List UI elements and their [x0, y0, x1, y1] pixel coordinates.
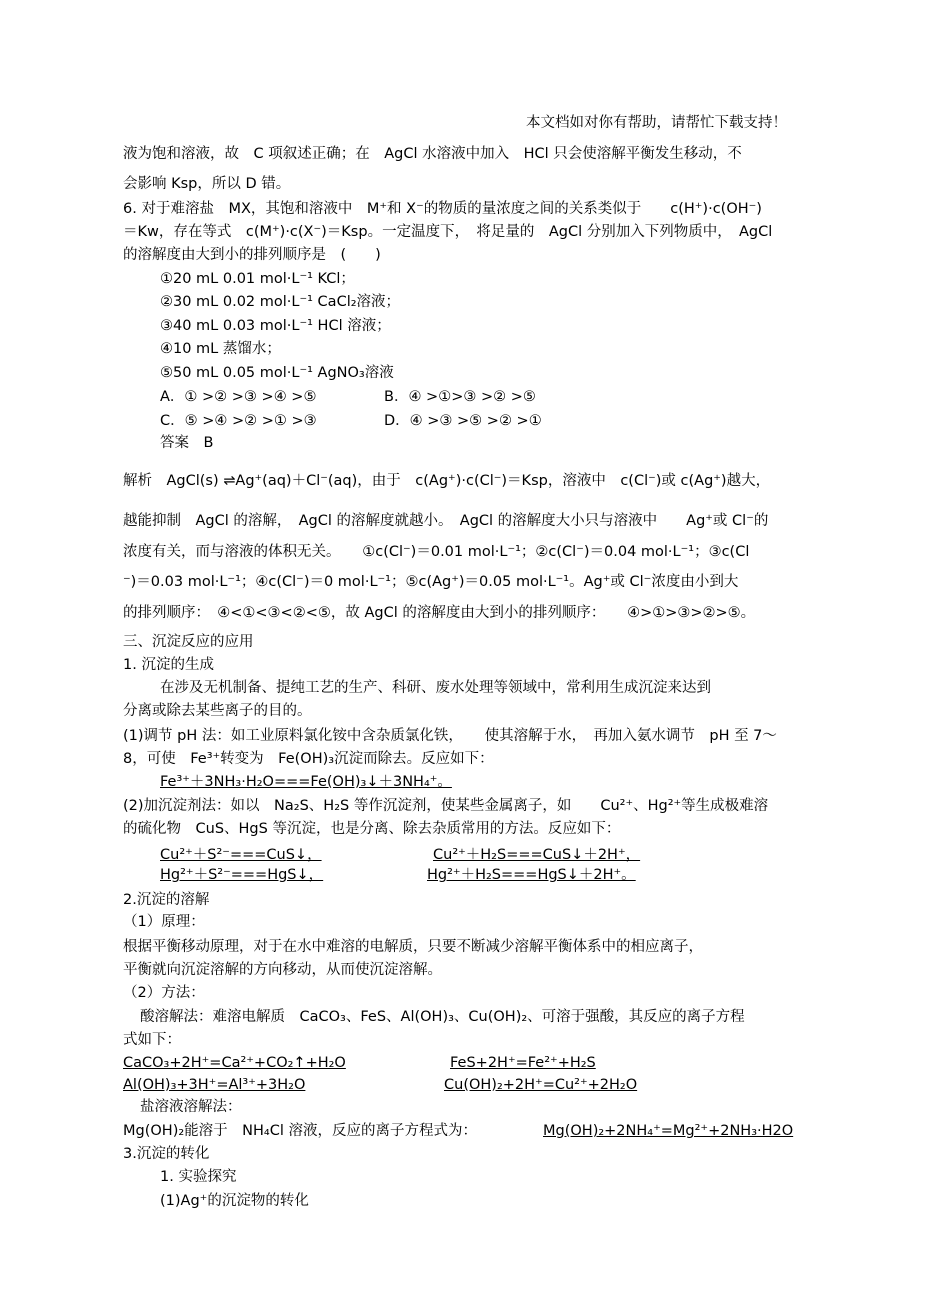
subsection-heading: 2.沉淀的溶解: [123, 892, 210, 908]
text-line: ＝Kw，存在等式 c(M⁺)·c(X⁻)＝Ksp。一定温度下， 将足量的 AgCl 分别加入下列物质中， AgCl: [123, 224, 773, 240]
option-item: ⑤50 mL 0.05 mol·L⁻¹ AgNO₃溶液: [160, 365, 394, 381]
choice-a: A．① >② >③ >④ >⑤: [160, 389, 317, 405]
text-line: 平衡就向沉淀溶解的方向移动，从而使沉淀溶解。: [123, 962, 442, 978]
text-line: 根据平衡移动原理，对于在水中难溶的电解质，只要不断减少溶解平衡体系中的相应离子，: [123, 939, 703, 955]
subsection-heading: 1. 沉淀的生成: [123, 657, 214, 673]
option-item: ③40 mL 0.03 mol·L⁻¹ HCl 溶液；: [160, 318, 391, 334]
text-line: Mg(OH)₂能溶于 NH₄Cl 溶液，反应的离子方程式为：: [123, 1123, 477, 1139]
text-line: （1）原理：: [123, 914, 205, 930]
question-6: 6. 对于难溶盐 MX，其饱和溶液中 M⁺和 X⁻的物质的量浓度之间的关系类似于 c(H⁺)·c(OH⁻): [123, 201, 762, 217]
text-line: 式如下：: [123, 1032, 181, 1048]
choice-d: D．④ >③ >⑤ >② >①: [384, 413, 542, 429]
equation: Hg²⁺＋H₂S===HgS↓＋2H⁺。: [427, 867, 636, 883]
equation: CaCO₃+2H⁺=Ca²⁺+CO₂↑+H₂O: [123, 1055, 346, 1071]
header-note: 本文档如对你有帮助，请帮忙下载支持！: [526, 115, 787, 131]
text-line: 的排列顺序： ④<①<③<②<⑤，故 AgCl 的溶解度由大到小的排列顺序： ④>①>③>②>⑤。: [123, 605, 756, 621]
text-line: 越能抑制 AgCl 的溶解， AgCl 的溶解度就越小。 AgCl 的溶解度大小只与溶液中 Ag⁺或 Cl⁻的: [123, 513, 769, 529]
choice-c: C．⑤ >④ >② >① >③: [160, 413, 317, 429]
text-line: 盐溶液溶解法：: [140, 1099, 242, 1115]
text-line: 浓度有关，而与溶液的体积无关。 ①c(Cl⁻)＝0.01 mol·L⁻¹；②c(Cl⁻)＝0.04 mol·L⁻¹；③c(Cl: [123, 544, 750, 560]
equation: Cu(OH)₂+2H⁺=Cu²⁺+2H₂O: [444, 1077, 638, 1093]
text-line: （2）方法：: [123, 985, 205, 1001]
text-line: 在涉及无机制备、提纯工艺的生产、科研、废水处理等领域中，常利用生成沉淀来达到: [160, 680, 711, 696]
equation: Hg²⁺＋S²⁻===HgS↓，: [160, 867, 324, 883]
subsection-heading: 3.沉淀的转化: [123, 1146, 210, 1162]
equation: Al(OH)₃+3H⁺=Al³⁺+3H₂O: [123, 1077, 306, 1093]
text-line: 1. 实验探究: [160, 1169, 237, 1185]
option-item: ①20 mL 0.01 mol·L⁻¹ KCl；: [160, 271, 355, 287]
text-line: 分离或除去某些离子的目的。: [123, 703, 312, 719]
text-line: 的溶解度由大到小的排列顺序是 ( ): [123, 247, 381, 263]
option-item: ④10 mL 蒸馏水；: [160, 341, 281, 357]
option-item: ②30 mL 0.02 mol·L⁻¹ CaCl₂溶液；: [160, 294, 401, 310]
answer: 答案 B: [160, 435, 214, 451]
text-line: 酸溶解法：难溶电解质 CaCO₃、FeS、Al(OH)₃、Cu(OH)₂、可溶于强酸，其反应的离子方程: [140, 1009, 745, 1025]
analysis: 解析 AgCl(s) ⇌Ag⁺(aq)＋Cl⁻(aq)，由于 c(Ag⁺)·c(Cl⁻)＝Ksp，溶液中 c(Cl⁻)或 c(Ag⁺)越大，: [123, 473, 771, 489]
text-line: 液为饱和溶液，故 C 项叙述正确；在 AgCl 水溶液中加入 HCl 只会使溶解平衡发生移动，不: [123, 146, 742, 162]
equation: Fe³⁺＋3NH₃·H₂O===Fe(OH)₃↓＋3NH₄⁺。: [160, 774, 452, 790]
text-line: 8，可使 Fe³⁺转变为 Fe(OH)₃沉淀而除去。反应如下：: [123, 751, 494, 767]
equation: Cu²⁺＋H₂S===CuS↓＋2H⁺，: [433, 847, 641, 863]
text-line: (1)调节 pH 法：如工业原料氯化铵中含杂质氯化铁， 使其溶解于水， 再加入氨水调节 pH 至 7～: [123, 728, 777, 744]
section-heading: 三、沉淀反应的应用: [123, 634, 254, 650]
text-line: (1)Ag⁺的沉淀物的转化: [160, 1193, 309, 1209]
text-line: (2)加沉淀剂法：如以 Na₂S、H₂S 等作沉淀剂，使某些金属离子，如 Cu²⁺、Hg²⁺等生成极难溶: [123, 798, 769, 814]
text-line: 会影响 Ksp，所以 D 错。: [123, 176, 291, 192]
equation: FeS+2H⁺=Fe²⁺+H₂S: [450, 1055, 596, 1071]
choice-b: B．④ >①>③ >② >⑤: [384, 389, 536, 405]
text-line: 的硫化物 CuS、HgS 等沉淀，也是分离、除去杂质常用的方法。反应如下：: [123, 821, 621, 837]
text-line: ⁻)＝0.03 mol·L⁻¹；④c(Cl⁻)＝0 mol·L⁻¹；⑤c(Ag⁺)＝0.05 mol·L⁻¹。Ag⁺或 Cl⁻浓度由小到大: [123, 574, 739, 590]
equation: Cu²⁺＋S²⁻===CuS↓，: [160, 847, 322, 863]
equation: Mg(OH)₂+2NH₄⁺=Mg²⁺+2NH₃·H2O: [543, 1123, 794, 1139]
